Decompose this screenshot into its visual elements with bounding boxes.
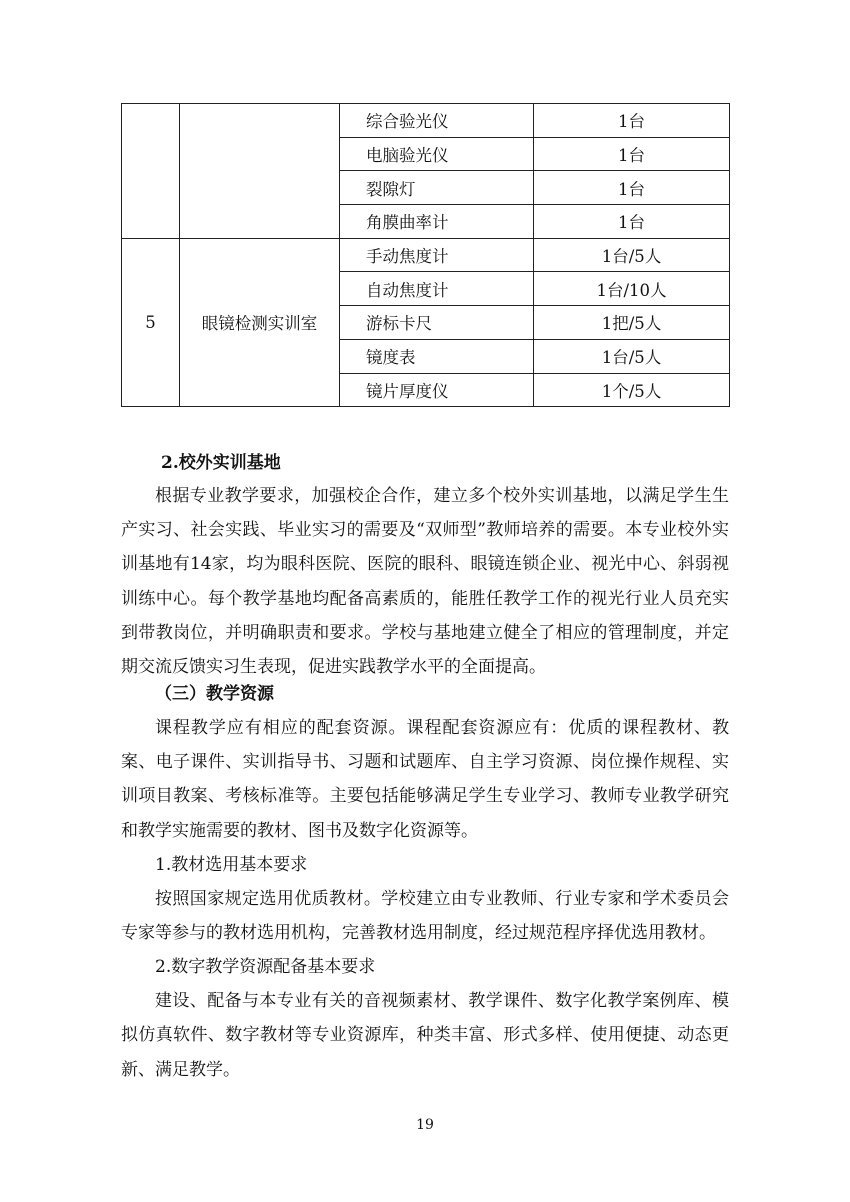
equipment-quantity: 1台 [534, 137, 730, 171]
equipment-quantity: 1个/5人 [534, 373, 730, 407]
equipment-name: 综合验光仪 [340, 104, 534, 138]
equipment-quantity: 1台/10人 [534, 272, 730, 306]
section-heading: 2.校外实训基地 [161, 453, 281, 473]
equipment-quantity: 1台 [534, 205, 730, 239]
equipment-name: 电脑验光仪 [340, 137, 534, 171]
body-paragraph: 建设、配备与本专业有关的音视频素材、教学课件、数字化教学案例库、模拟仿真软件、数字教材等专业资源库，种类丰富、形式多样、使用便捷、动态更新、满足教学。 [121, 991, 729, 1080]
equipment-quantity: 1台/5人 [534, 339, 730, 373]
equipment-name: 手动焦度计 [340, 238, 534, 272]
equipment-name: 角膜曲率计 [340, 205, 534, 239]
equipment-quantity: 1把/5人 [534, 306, 730, 340]
table-row [122, 238, 730, 272]
row-number-cell [122, 104, 180, 239]
teaching-resources-section [121, 677, 729, 1087]
equipment-name: 裂隙灯 [340, 171, 534, 205]
subsection-title: 2.数字教学资源配备基本要求 [155, 957, 376, 978]
room-cell [180, 104, 340, 239]
subsection-title: 1.教材选用基本要求 [155, 854, 308, 875]
equipment-quantity: 1台/5人 [534, 238, 730, 272]
equipment-name: 镜度表 [340, 339, 534, 373]
body-paragraph: 课程教学应有相应的配套资源。课程配套资源应有：优质的课程教材、教案、电子课件、实训指导书、习题和试题库、自主学习资源、岗位操作规程、实训项目教案、考核标准等。主要包括能够满足学生专业学习、教师专业教学研究和教学实施需要的教材、图书及数字化资源等。 [121, 718, 729, 841]
equipment-quantity: 1台 [534, 104, 730, 138]
equipment-name: 自动焦度计 [340, 272, 534, 306]
body-paragraph: 根据专业教学要求，加强校企合作，建立多个校外实训基地，以满足学生生产实习、社会实践、毕业实习的需要及“双师型”教师培养的需要。本专业校外实训基地有14家，均为眼科医院、医院的眼科、眼镜连锁企业、视光中心、斜弱视训练中心。每个教学基地均配备高素质的，能胜任教学工作的视光行业人员充实到带教岗位，并明确职责和要求。学校与基地建立健全了相应的管理制度，并定期交流反馈实习生表现，促进实践教学水平的全面提高。 [121, 486, 729, 678]
equipment-name: 游标卡尺 [340, 306, 534, 340]
row-number-cell: 5 [122, 238, 180, 406]
equipment-quantity: 1台 [534, 171, 730, 205]
body-paragraph: 按照国家规定选用优质教材。学校建立由专业教师、行业专家和学术委员会专家等参与的教材选用机构，完善教材选用制度，经过规范程序择优选用教材。 [121, 888, 729, 944]
room-cell: 眼镜检测实训室 [180, 238, 340, 406]
section-heading: （三）教学资源 [155, 684, 274, 704]
off-campus-section [121, 448, 729, 684]
page-number: 19 [416, 1117, 434, 1133]
equipment-table [121, 103, 730, 407]
equipment-name: 镜片厚度仪 [340, 373, 534, 407]
table-row [122, 104, 730, 138]
